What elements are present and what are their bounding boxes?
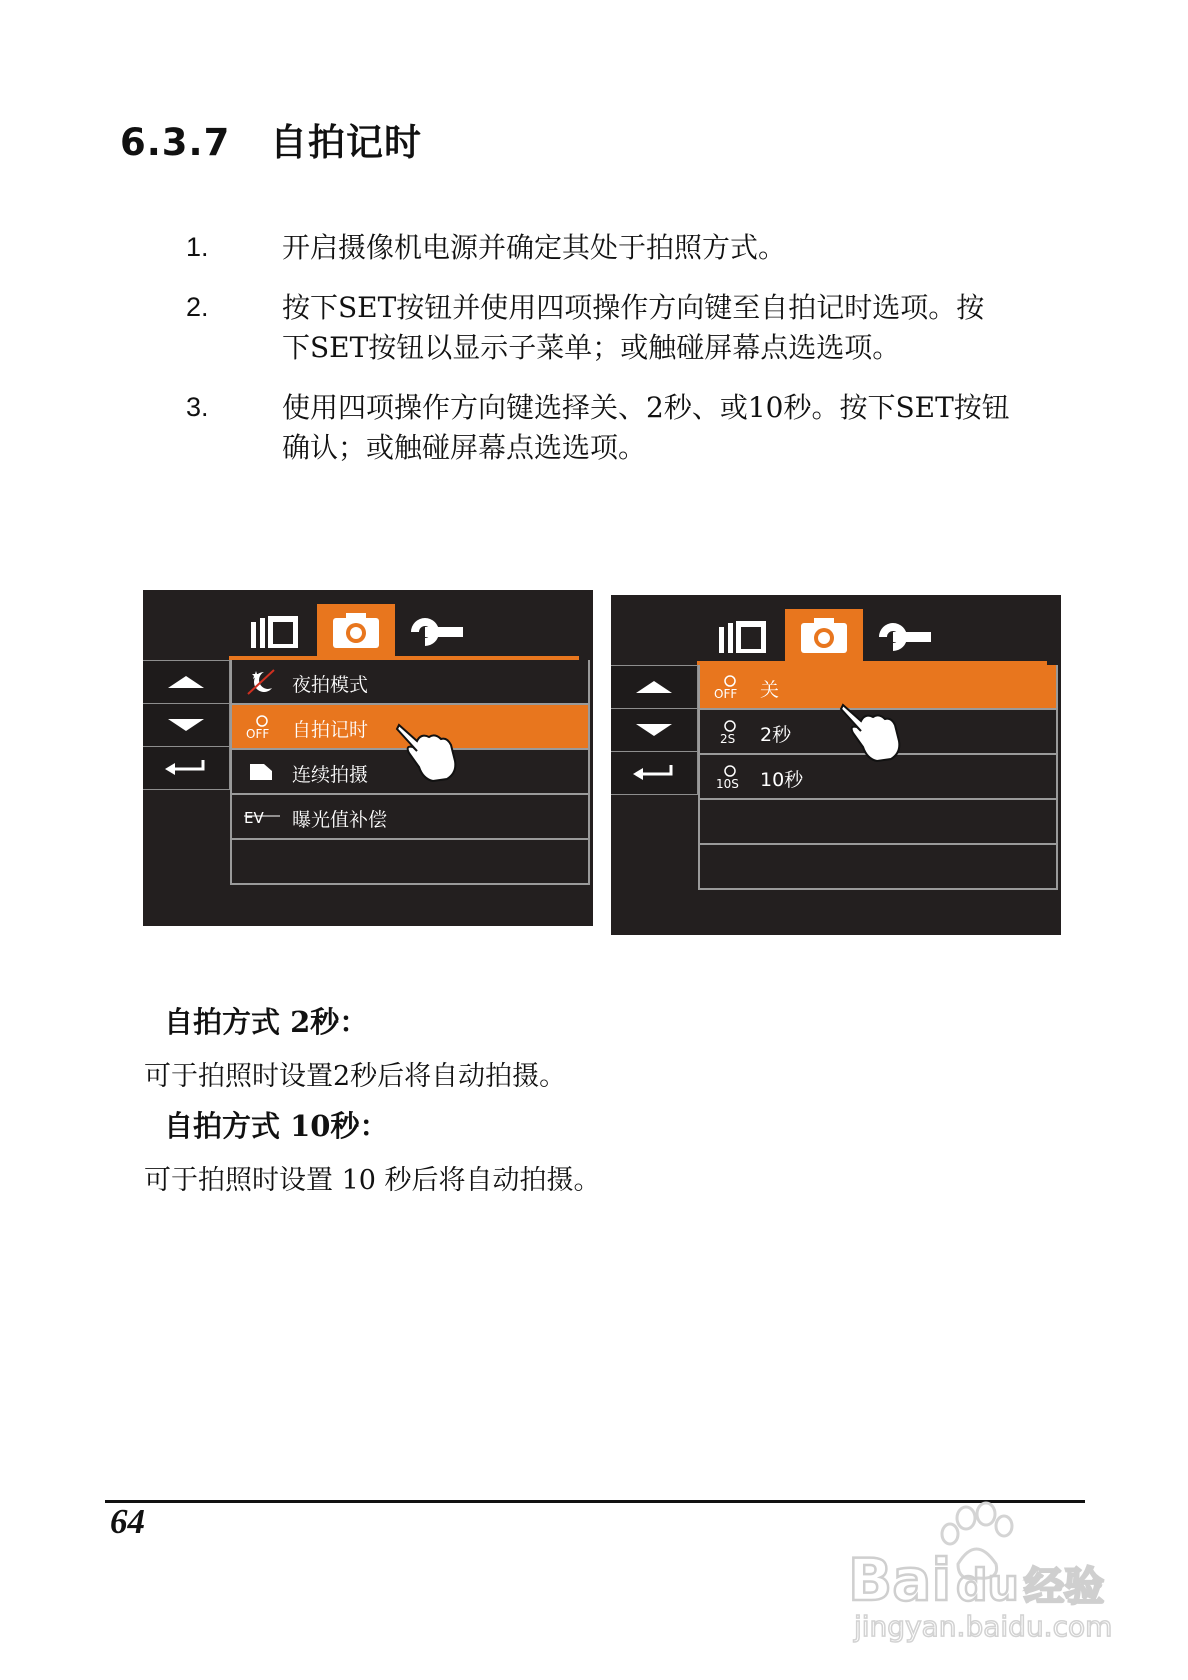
playback-icon (235, 604, 313, 656)
page-number: 64 (110, 1502, 145, 1541)
section-number: 6.3.7 (120, 121, 231, 164)
step-text-line: 按下SET按钮并使用四项操作方向键至自拍记时选项。按 (282, 291, 985, 324)
camera-icon (317, 604, 395, 656)
nav-down-button[interactable] (611, 708, 698, 751)
tab-playback[interactable] (703, 609, 781, 661)
step-number: 1. (186, 232, 209, 262)
option-label: 关 (760, 679, 780, 701)
playback-icon (703, 609, 781, 661)
wrench-icon (867, 609, 945, 661)
mode-description: 可于拍照时设置2秒后将自动拍摄。 (144, 1061, 567, 1092)
svg-text:jingyan.baidu.com: jingyan.baidu.com (854, 1610, 1113, 1643)
nav-down-button[interactable] (143, 703, 230, 746)
nav-up-button[interactable] (611, 665, 698, 708)
svg-text:Bai: Bai (848, 1546, 952, 1614)
option-empty (700, 845, 1056, 890)
option-empty (700, 800, 1056, 845)
self-timer-off-icon (712, 674, 748, 700)
section-heading (120, 112, 422, 166)
option-label: 2秒 (760, 724, 792, 746)
mode-heading: 自拍方式 2秒： (164, 1005, 369, 1039)
step-text-line: 开启摄像机电源并确定其处于拍照方式。 (282, 231, 787, 264)
pointing-hand-icon (395, 715, 465, 785)
mode-heading: 自拍方式 10秒： (164, 1109, 389, 1143)
svg-text:2S: 2S (720, 732, 736, 745)
ev-icon (244, 804, 280, 830)
menu-item-ev[interactable] (232, 795, 588, 840)
step-number: 3. (186, 392, 209, 422)
arrow-down-icon (143, 704, 229, 746)
nav-back-button[interactable] (143, 746, 230, 790)
burst-icon (244, 759, 280, 785)
svg-text:OFF: OFF (246, 727, 270, 740)
menu-item-label: 自拍记时 (292, 719, 369, 741)
camera-screen-menu (143, 590, 593, 926)
baidu-jingyan-watermark (840, 1500, 1130, 1650)
svg-text:10S: 10S (716, 777, 739, 790)
wrench-icon (399, 604, 477, 656)
svg-text:OFF: OFF (714, 687, 738, 700)
timer-10s-icon (712, 764, 748, 790)
menu-item-label: 连续拍摄 (292, 764, 369, 786)
nav-up-button[interactable] (143, 660, 230, 703)
svg-text:经验: 经验 (1024, 1564, 1104, 1610)
self-timer-off-icon (244, 714, 280, 740)
step-number: 2. (186, 292, 209, 322)
step-text-line: 确认；或触碰屏幕点选选项。 (282, 431, 647, 464)
timer-2s-icon (712, 719, 748, 745)
tab-camera[interactable] (785, 609, 863, 661)
arrow-up-icon (143, 661, 229, 703)
tab-settings[interactable] (399, 604, 477, 656)
menu-item-night-mode[interactable] (232, 660, 588, 705)
tab-settings[interactable] (867, 609, 945, 661)
tab-camera[interactable] (317, 604, 395, 656)
menu-item-label: 曝光值补偿 (292, 809, 388, 831)
svg-text:EV: EV (244, 809, 264, 827)
camera-icon (785, 609, 863, 661)
return-icon (143, 747, 229, 789)
night-mode-icon (244, 669, 280, 695)
svg-text:du: du (956, 1560, 1019, 1611)
menu-item-empty (232, 840, 588, 885)
step-text-line: 使用四项操作方向键选择关、2秒、或10秒。按下SET按钮 (282, 391, 1010, 424)
arrow-down-icon (611, 709, 697, 751)
camera-screen-submenu (611, 595, 1061, 935)
nav-back-button[interactable] (611, 751, 698, 795)
mode-description: 可于拍照时设置 10 秒后将自动拍摄。 (144, 1165, 601, 1196)
pointing-hand-icon (839, 695, 909, 765)
option-label: 10秒 (760, 769, 804, 791)
arrow-up-icon (611, 666, 697, 708)
section-title: 自拍记时 (270, 121, 422, 164)
return-icon (611, 752, 697, 794)
menu-item-label: 夜拍模式 (292, 674, 369, 696)
step-text-line: 下SET按钮以显示子菜单；或触碰屏幕点选选项。 (282, 331, 901, 364)
tab-playback[interactable] (235, 604, 313, 656)
